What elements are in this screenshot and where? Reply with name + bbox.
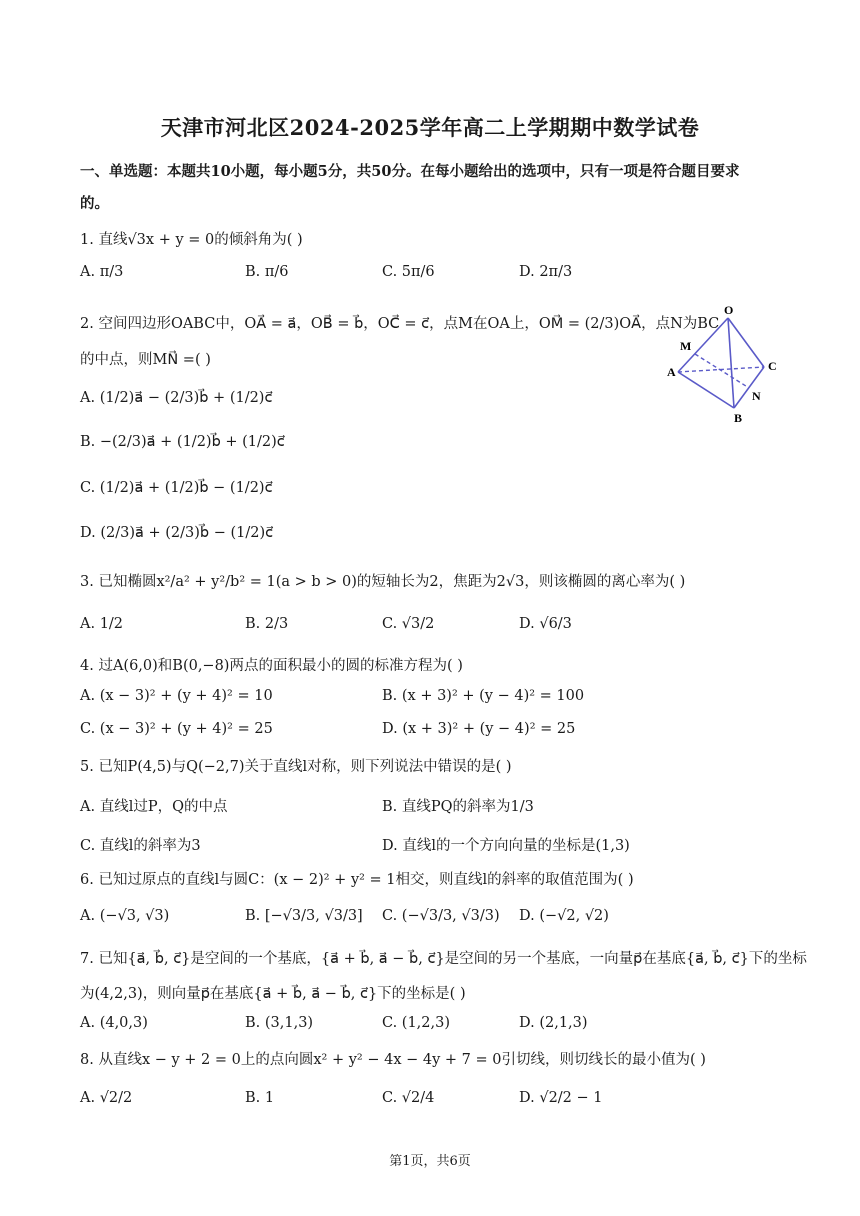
question-1-option-b: B. π/6 xyxy=(245,264,289,280)
page-footer: 第1页，共6页 xyxy=(389,1154,471,1169)
question-5-option-d: D. 直线l的一个方向向量的坐标是(1,3) xyxy=(382,838,630,854)
figure-label-m: M xyxy=(680,339,692,353)
question-4-stem: 4. 过A(6,0)和B(0,−8)两点的面积最小的圆的标准方程为( ) xyxy=(80,658,463,674)
question-7-option-c: C. (1,2,3) xyxy=(382,1015,451,1031)
question-7-option-a: A. (4,0,3) xyxy=(80,1015,148,1031)
question-7-option-b: B. (3,1,3) xyxy=(245,1015,314,1031)
question-1-option-d: D. 2π/3 xyxy=(519,264,573,280)
section-heading-continued: 的。 xyxy=(80,195,109,212)
question-1-option-c: C. 5π/6 xyxy=(382,264,435,280)
question-5-stem: 5. 已知P(4,5)与Q(−2,7)关于直线l对称，则下列说法中错误的是( ) xyxy=(80,759,512,775)
figure-label-a: A xyxy=(667,365,676,379)
question-7-stem: 7. 已知{a⃗, b⃗, c⃗}是空间的一个基底，{a⃗ + b⃗, a⃗ − b⃗, c⃗}是空间的另一个基底，一向量p⃗在基底{a⃗, b⃗, c⃗}下的坐标 xyxy=(80,951,807,967)
section-heading: 一、单选题：本题共10小题，每小题5分，共50分。在每小题给出的选项中，只有一项是符合题目要求 xyxy=(80,163,740,180)
question-2-option-c: C. (1/2)a⃗ + (1/2)b⃗ − (1/2)c⃗ xyxy=(80,480,273,496)
question-6-option-c: C. (−√3/3, √3/3) xyxy=(382,908,500,924)
figure-label-b: B xyxy=(734,411,743,425)
question-6-stem: 6. 已知过原点的直线l与圆C：(x − 2)² + y² = 1相交，则直线l的斜率的取值范围为( ) xyxy=(80,872,634,888)
question-2-option-d: D. (2/3)a⃗ + (2/3)b⃗ − (1/2)c⃗ xyxy=(80,525,274,541)
question-2-option-b: B. −(2/3)a⃗ + (1/2)b⃗ + (1/2)c⃗ xyxy=(80,434,285,450)
question-4-option-b: B. (x + 3)² + (y − 4)² = 100 xyxy=(382,688,585,704)
question-8-option-b: B. 1 xyxy=(245,1090,275,1106)
question-2-option-a: A. (1/2)a⃗ − (2/3)b⃗ + (1/2)c⃗ xyxy=(80,390,273,406)
question-8-option-c: C. √2/4 xyxy=(382,1090,435,1106)
figure-label-n: N xyxy=(752,389,761,403)
question-3-option-a: A. 1/2 xyxy=(80,616,124,632)
question-4-option-c: C. (x − 3)² + (y + 4)² = 25 xyxy=(80,721,273,737)
question-6-option-d: D. (−√2, √2) xyxy=(519,908,609,924)
question-5-option-a: A. 直线l过P，Q的中点 xyxy=(80,799,228,815)
question-2-stem-continued: 的中点，则MN⃗ =( ) xyxy=(80,352,211,368)
question-3-option-d: D. √6/3 xyxy=(519,616,572,632)
question-3-option-b: B. 2/3 xyxy=(245,616,289,632)
figure-label-c: C xyxy=(768,359,777,373)
question-5-option-c: C. 直线l的斜率为3 xyxy=(80,838,201,854)
question-2-stem: 2. 空间四边形OABC中，OA⃗ = a⃗，OB⃗ = b⃗，OC⃗ = c⃗，点M在OA上，OM⃗ = (2/3)OA⃗，点N为BC xyxy=(80,316,720,332)
exam-title: 天津市河北区2024-2025学年高二上学期期中数学试卷 xyxy=(160,115,700,140)
question-5-option-b: B. 直线PQ的斜率为1/3 xyxy=(382,799,534,815)
question-3-option-c: C. √3/2 xyxy=(382,616,435,632)
question-1-option-a: A. π/3 xyxy=(80,264,124,280)
question-4-option-d: D. (x + 3)² + (y − 4)² = 25 xyxy=(382,721,576,737)
question-1-stem: 1. 直线√3x + y = 0的倾斜角为( ) xyxy=(80,232,303,248)
question-3-stem: 3. 已知椭圆x²/a² + y²/b² = 1(a > b > 0)的短轴长为2，焦距为2√3，则该椭圆的离心率为( ) xyxy=(80,574,686,590)
question-4-option-a: A. (x − 3)² + (y + 4)² = 10 xyxy=(80,688,273,704)
question-7-option-d: D. (2,1,3) xyxy=(519,1015,588,1031)
tetrahedron-figure xyxy=(664,300,780,426)
question-8-option-d: D. √2/2 − 1 xyxy=(519,1090,603,1106)
figure-label-o: O xyxy=(724,303,734,317)
question-6-option-a: A. (−√3, √3) xyxy=(80,908,170,924)
question-7-stem-continued: 为(4,2,3)，则向量p⃗在基底{a⃗ + b⃗, a⃗ − b⃗, c⃗}下的坐标是( ) xyxy=(80,986,466,1002)
question-8-option-a: A. √2/2 xyxy=(80,1090,133,1106)
question-8-stem: 8. 从直线x − y + 2 = 0上的点向圆x² + y² − 4x − 4y + 7 = 0引切线，则切线长的最小值为( ) xyxy=(80,1052,706,1068)
question-6-option-b: B. [−√3/3, √3/3] xyxy=(245,908,363,924)
